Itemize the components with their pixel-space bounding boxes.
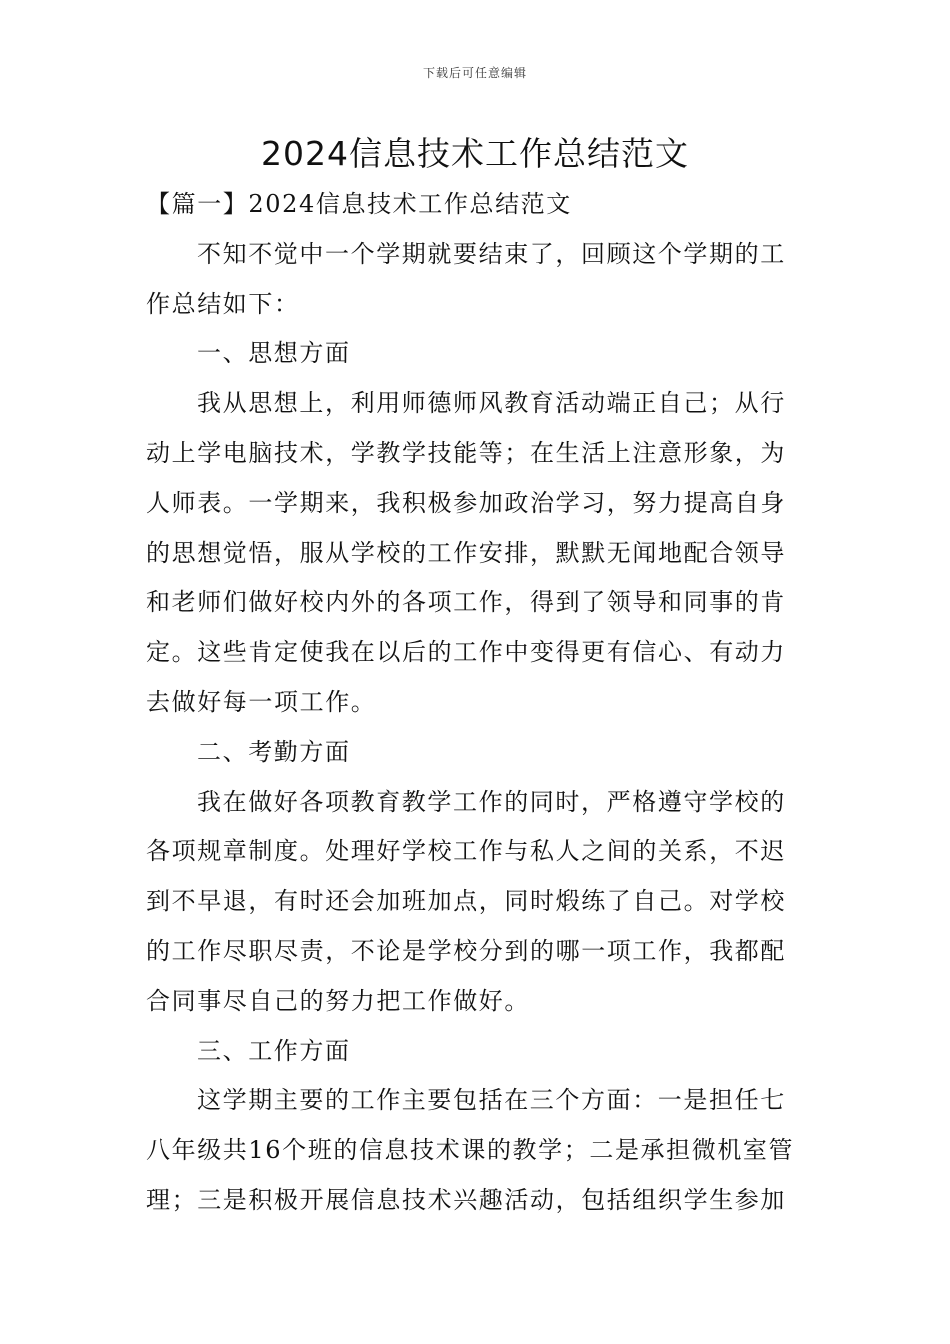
document-body — [146, 180, 808, 1226]
paragraph-line: 我在做好各项教育教学工作的同时，严格遵守学校的 — [197, 787, 786, 816]
paragraph-line: 各项规章制度。处理好学校工作与私人之间的关系，不迟 — [146, 837, 786, 866]
paragraph-line: 这学期主要的工作主要包括在三个方面：一是担任七 — [197, 1086, 786, 1115]
subheading-attendance: 二、考勤方面 — [197, 737, 351, 766]
paragraph-line: 的工作尽职尽责，不论是学校分到的哪一项工作，我都配 — [146, 936, 786, 965]
paragraph-line: 定。这些肯定使我在以后的工作中变得更有信心、有动力 — [146, 638, 786, 667]
paragraph-line: 作总结如下： — [146, 289, 300, 318]
section-heading-pian-yi: 【篇一】2024信息技术工作总结范文 — [146, 190, 572, 218]
paragraph-line: 和老师们做好校内外的各项工作，得到了领导和同事的肯 — [146, 588, 786, 617]
paragraph-line: 不知不觉中一个学期就要结束了，回顾这个学期的工 — [197, 239, 786, 268]
header-note: 下载后可任意编辑 — [422, 66, 527, 80]
paragraph-line: 我从思想上，利用师德师风教育活动端正自己；从行 — [197, 389, 786, 418]
paragraph-line: 八年级共16个班的信息技术课的教学；二是承担微机室管 — [146, 1136, 795, 1165]
paragraph-line: 动上学电脑技术，学教学技能等；在生活上注意形象，为 — [146, 438, 786, 467]
paragraph-line: 合同事尽自己的努力把工作做好。 — [146, 986, 530, 1015]
subheading-work: 三、工作方面 — [197, 1036, 351, 1065]
paragraph-line: 人师表。一学期来，我积极参加政治学习，努力提高自身 — [146, 488, 786, 517]
paragraph-line: 去做好每一项工作。 — [146, 687, 377, 716]
paragraph-line: 理；三是积极开展信息技术兴趣活动，包括组织学生参加 — [146, 1185, 786, 1214]
paragraph-line: 到不早退，有时还会加班加点，同时煅练了自己。对学校 — [146, 887, 786, 916]
subheading-thought: 一、思想方面 — [197, 339, 351, 368]
paragraph-line: 的思想觉悟，服从学校的工作安排，默默无闻地配合领导 — [146, 538, 786, 567]
document-title: 2024信息技术工作总结范文 — [261, 134, 689, 173]
